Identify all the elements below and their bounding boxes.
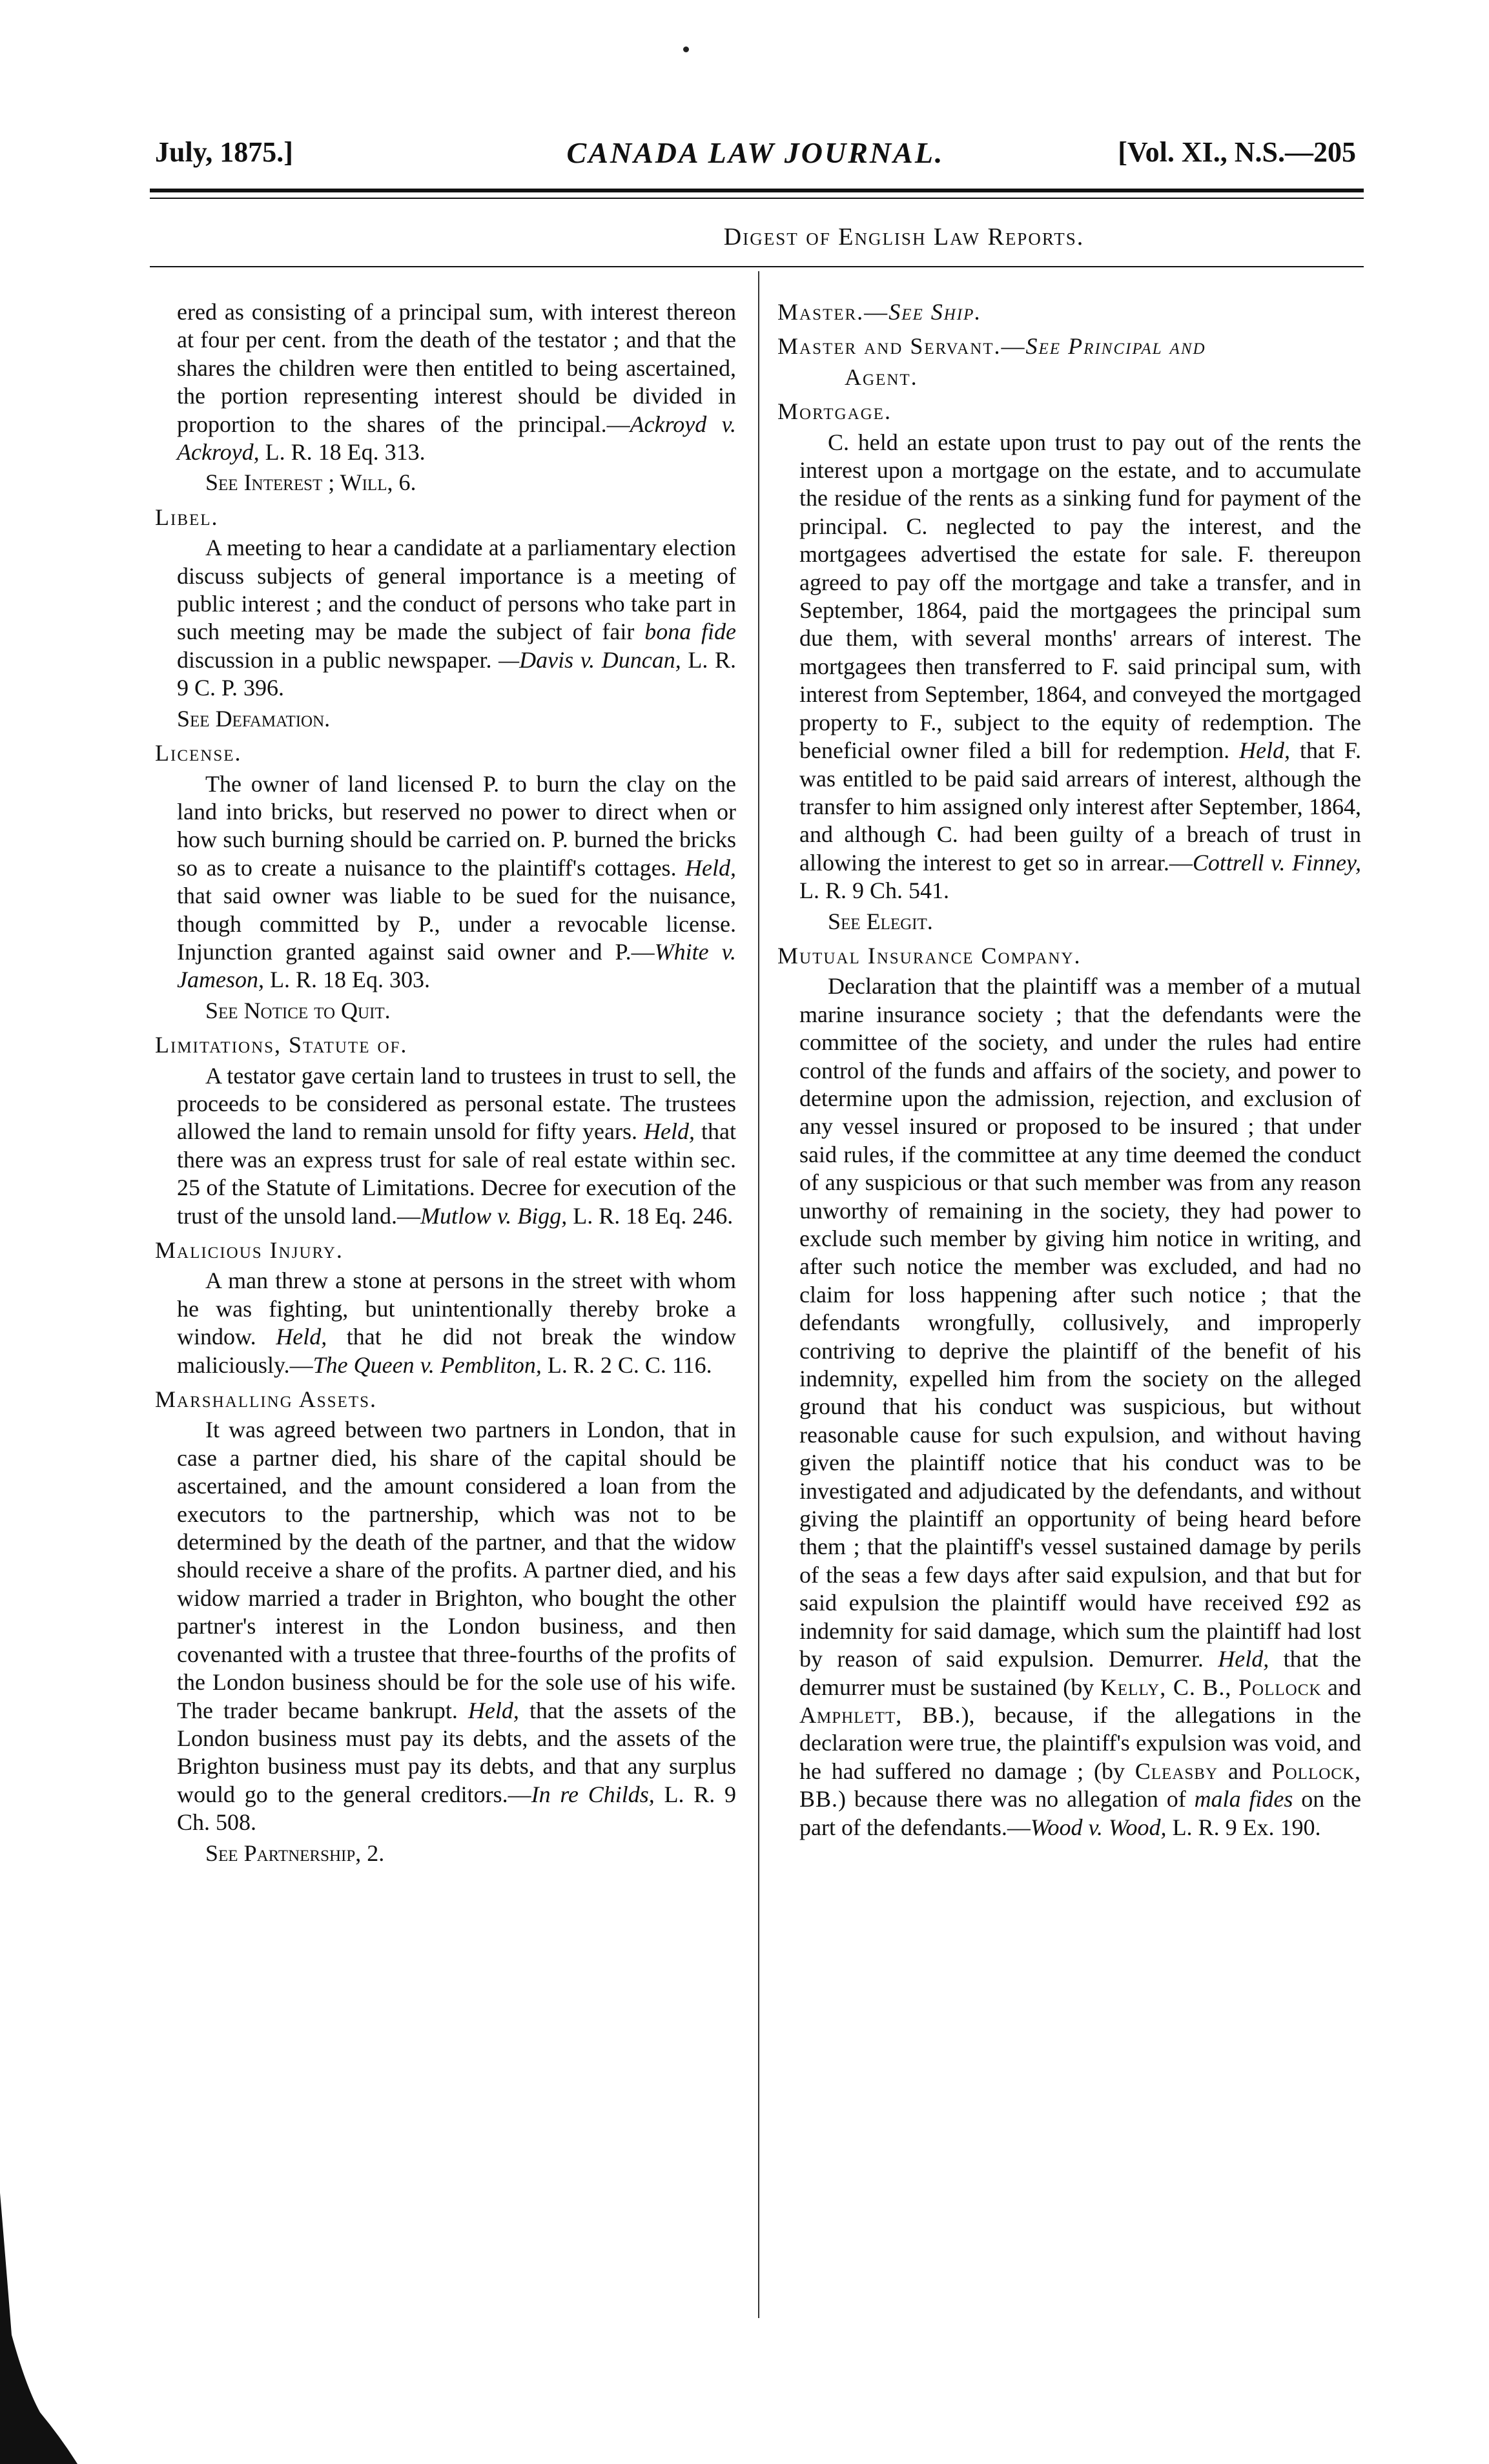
heading-text: Master and Servant.—: [777, 333, 1026, 360]
heading-marshalling-assets: Marshalling Assets.: [155, 1386, 377, 1413]
case-citation: L. R. 9 Ex. 190.: [1166, 1814, 1321, 1840]
header-rule-thick: [150, 189, 1364, 192]
entry-text: that there was an express trust for sale of real estate within sec. 25 of the Statute of Limitations. Decree for execution of the trust of the unsold land.—: [177, 1118, 737, 1229]
case-name: Mutlow v. Bigg,: [420, 1202, 568, 1229]
case-name: In re Childs,: [531, 1781, 655, 1807]
printed-dot: [683, 46, 689, 52]
held-word: Held,: [1218, 1646, 1269, 1672]
see-reference: See Principal and: [1025, 333, 1206, 360]
case-name: Cottrell v. Finney,: [1192, 849, 1361, 876]
entry-text: on the part of the defendants.—: [799, 1786, 1361, 1840]
held-word: Held,: [1239, 737, 1291, 764]
held-word: Held,: [467, 1697, 519, 1723]
case-name: The Queen v. Pembliton,: [313, 1351, 542, 1378]
entry-text: ), because, if the allegations in the declaration were true, the plaintiff's expulsion was void, and he had suffered no damage ; (by: [799, 1701, 1361, 1784]
italic-term: bona fide: [644, 619, 737, 645]
case-citation: L. R. 18 Eq. 246.: [567, 1202, 734, 1229]
case-citation: L. R. 9 Ch. 541.: [799, 878, 950, 904]
entry-text: A man threw a stone at persons in the street with whom he was fighting, but unintentionally thereby broke a window.: [177, 1268, 736, 1350]
heading-license: License.: [155, 740, 242, 766]
case-citation: L. R. 2 C. C. 116.: [541, 1351, 712, 1378]
heading-mutual-insurance: Mutual Insurance Company.: [777, 942, 1082, 969]
heading-text: Master.—: [777, 299, 889, 325]
held-word: Held,: [276, 1324, 327, 1350]
entry-limitations: [155, 1062, 736, 1230]
judge-names: Amphlett, BB.: [799, 1701, 961, 1728]
entry-text: that he did not break the window maliciously.—: [177, 1324, 736, 1378]
see-reference: See Ship.: [888, 299, 982, 325]
see-also: See Defamation.: [177, 705, 331, 732]
case-citation: L. R. 18 Eq. 313.: [259, 439, 426, 466]
case-name: Wood v. Wood,: [1030, 1814, 1167, 1840]
held-word: Held,: [685, 854, 736, 881]
case-citation: L. R. 18 Eq. 303.: [263, 967, 430, 993]
judge-names: Pollock, BB.: [799, 1758, 1361, 1812]
entry-text: A testator gave certain land to trustees in trust to sell, the proceeds to be considered as personal estate. The trustees allowed the land to remain unsold for fifty years.: [177, 1062, 736, 1145]
held-word: Held,: [644, 1118, 695, 1145]
entry-text: Declaration that the plaintiff was a member of a mutual marine insurance society ; that the defendants were the committee of the society, and under the rules had entire control of the funds and affairs of the society, and power to determine upon the admission, rejection, and exclusion of any vessel insured or proposed to be insured ; that under said rules, if the committee at any time deemed the conduct of any suspicious or that such member was from any reason unworthy of remaining in the society, they had power to exclude such member by giving him notice in writing, and after such notice the member was excluded, and had no claim for loss happening after such notice ; that the defendants wrongfully, collusively, and improperly contriving to deprive the plaintiff of the benefit of his indemnity, expelled him from the society on the alleged ground that his conduct was suspicious, but without reasonable cause for such expulsion, and without having given the plaintiff notice that his conduct was to be investigated and adjudicated by the defendants, and without giving the plaintiff an opportunity of being heard before them ; that the plaintiff's vessel sustained damage by perils of the seas a few days after said expulsion, and that but for said expulsion the plaintiff would have received £92 as indemnity for said damage, which sum the plaintiff had lost by reason of said expulsion. Demurrer.: [799, 973, 1361, 1672]
entry-license: [155, 770, 736, 994]
case-name: —Davis v. Duncan,: [498, 646, 681, 673]
page-header: [155, 136, 1356, 181]
entry-mortgage: [777, 429, 1361, 905]
column-divider: [758, 271, 759, 2318]
heading-libel: Libel.: [155, 504, 219, 530]
heading-malicious-injury: Malicious Injury.: [155, 1237, 344, 1263]
entry-text: that said owner was liable to be sued for the nuisance, though committed by P., under a revocable license. Injunction granted against said owner and P.—: [177, 883, 736, 965]
header-rule-thin: [150, 198, 1364, 199]
section-rule: [150, 266, 1364, 267]
italic-term: mala fides: [1194, 1786, 1293, 1812]
heading-master-and-servant-cont: Agent.: [845, 364, 918, 390]
entry-malicious-injury: [155, 1267, 736, 1379]
case-citation: L. R. 9 Ch. 508.: [177, 1781, 737, 1836]
entry-text: that F. was entitled to be paid said arrears of interest, although the transfer to him assigned only interest after September, 1864, and although C. had been guilty of a breach of trust in allowing the interest to get so in arrear.—: [799, 737, 1361, 876]
entry-mutual-insurance: [777, 972, 1361, 1842]
entry-text: that the assets of the London business must pay its debts, and the assets of the Brighton business must pay its debts, and that any surplus would go to the general creditors.—: [177, 1697, 736, 1807]
case-name: White v. Jameson,: [177, 938, 736, 993]
entry-text: and: [1218, 1758, 1272, 1784]
judge-names: Kelly, C. B., Pollock: [1100, 1674, 1322, 1700]
entry-text: discussion in a public newspaper.: [177, 646, 492, 673]
see-also: See Partnership, 2.: [205, 1840, 385, 1866]
heading-mortgage: Mortgage.: [777, 398, 892, 425]
case-citation: L. R. 9 C. P. 396.: [177, 646, 737, 701]
right-column: [777, 298, 1361, 1842]
entry-text: It was agreed between two partners in London, that in case a partner died, his share of the capital should be ascertained, and the amount considered a loan from the executors to the partnership, which was not to be determined by the death of the partner, and that the widow should receive a share of the profits. A partner died, and his widow married a trader in Brighton, who bought the other partner's interest in the London business, and then covenanted with a trustee that three-fourths of the profits of the London business should be for the sole use of his wife. The trader became bankrupt.: [177, 1417, 736, 1723]
entry-text: C. held an estate upon trust to pay out of the rents the interest upon a mortgage on the estate, and to accumulate the residue of the rents as a sinking fund for payment of the principal. C. neglected to pay the interest, and the mortgagees advertised the estate for sale. F. thereupon agreed to pay off the mortgage and take a transfer, and in September, 1864, paid the mortgagees the principal sum due them, with several months' arrears of interest. The mortgagees then transferred to F. said principal sum, with interest from September, 1864, and conveyed the mortgaged property to F., subject to the equity of redemption. The beneficial owner filed a bill for redemption.: [799, 429, 1361, 764]
continued-text: ered as consisting of a principal sum, with interest thereon at four per cent. from the death of the testator ; and that the shares the children were then entitled to being ascertained, the portion representing interest should be divided in proportion to the shares of the principal.—: [177, 299, 736, 437]
entry-libel: [155, 534, 736, 702]
see-also: See Interest ; Will, 6.: [205, 469, 416, 496]
see-also: See Elegit.: [828, 908, 933, 934]
entry-text: that the demurrer must be sustained (by: [799, 1646, 1361, 1700]
entry-text: and: [1321, 1674, 1362, 1700]
page-binding-shadow: [0, 2193, 77, 2464]
header-volume-page: [Vol. XI., N.S.—205: [1118, 136, 1356, 168]
judge-names: Cleasby: [1135, 1758, 1218, 1784]
case-name: Ackroyd v. Ackroyd,: [177, 411, 736, 466]
section-title: Digest of English Law Reports.: [723, 223, 1085, 251]
entry-text: A meeting to hear a candidate at a parliamentary election discuss subjects of general importance is a meeting of public interest ; and the conduct of persons who take part in such meeting may be made the subject of fair: [177, 535, 736, 645]
entry-marshalling-assets: [155, 1416, 736, 1836]
left-column: [155, 298, 736, 1870]
heading-master: [777, 298, 1361, 326]
entry-text: The owner of land licensed P. to burn the clay on the land into bricks, but reserved no power to direct when or how such burning should be carried on. P. burned the bricks so as to create a nuisance to the plaintiff's cottages.: [177, 770, 736, 881]
header-journal-title: CANADA LAW JOURNAL.: [566, 136, 945, 169]
continued-paragraph: [155, 298, 736, 466]
header-date: July, 1875.]: [155, 136, 293, 168]
heading-master-and-servant: [777, 333, 1361, 360]
heading-limitations: Limitations, Statute of.: [155, 1032, 408, 1058]
entry-text: ) because there was no allegation of: [838, 1786, 1195, 1812]
see-also: See Notice to Quit.: [205, 997, 391, 1023]
